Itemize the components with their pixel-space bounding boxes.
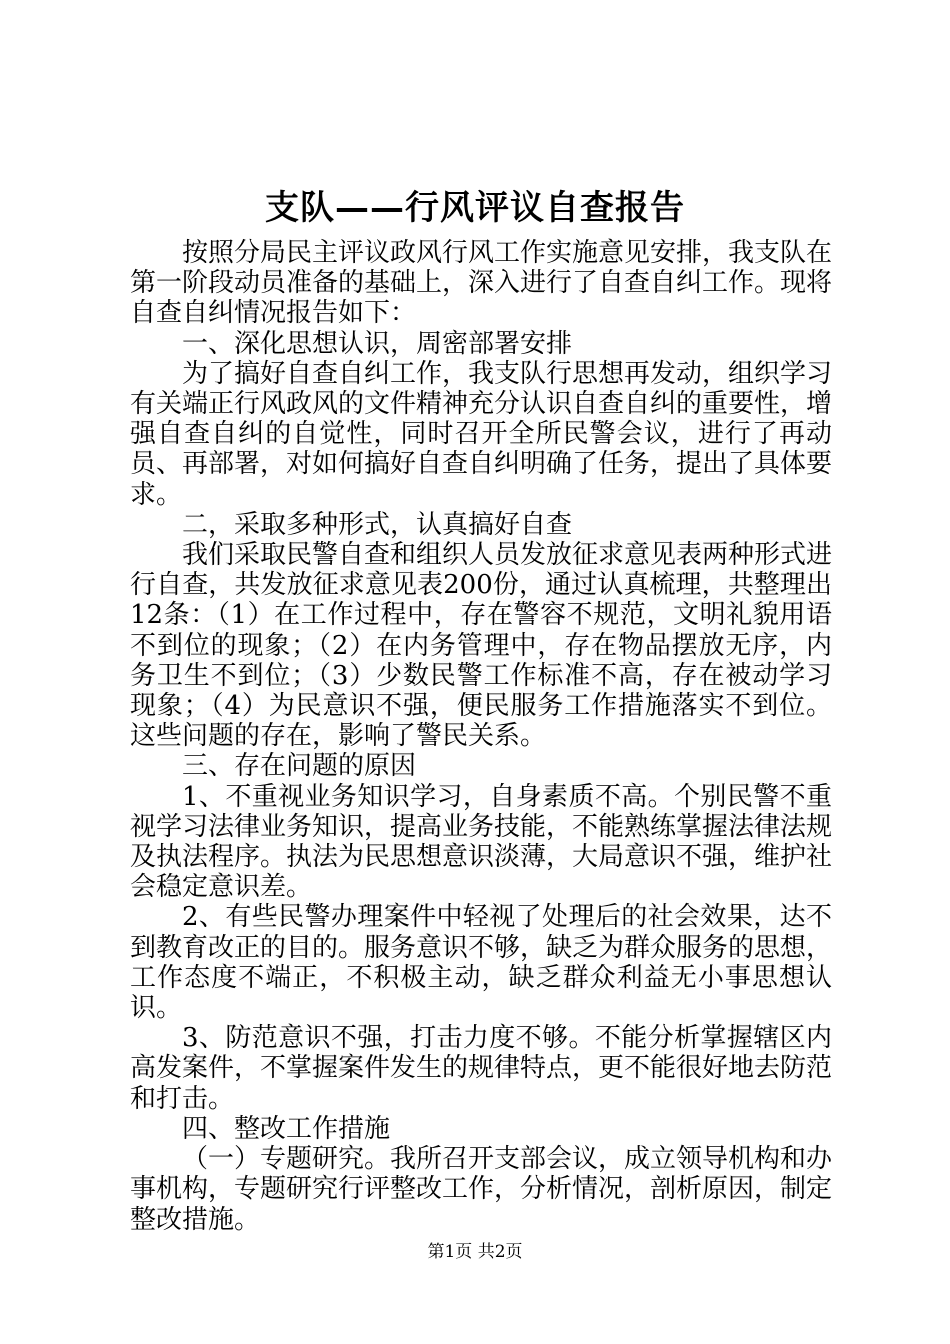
section-heading-4: 四、整改工作措施 <box>182 1113 391 1144</box>
paragraph: 1、不重视业务知识学习，自身素质不高。个别民警不重视学习法律业务知识，提高业务技能，不能熟练掌握法律法规及执法程序。执法为民思想意识淡薄，大局意识不强，维护社会稳定意识差。 <box>130 781 833 903</box>
page-number: 第1页 共2页 <box>427 1242 523 1262</box>
section-heading-1: 一、深化思想认识，周密部署安排 <box>182 328 573 359</box>
paragraph: 2、有些民警办理案件中轻视了处理后的社会效果，达不到教育改正的目的。服务意识不够，缺乏为群众服务的思想，工作态度不端正，不积极主动，缺乏群众利益无小事思想认识。 <box>130 902 833 1024</box>
paragraph: 3、防范意识不强，打击力度不够。不能分析掌握辖区内高发案件，不掌握案件发生的规律特点，更不能很好地去防范和打击。 <box>130 1023 833 1114</box>
paragraph-intro: 按照分局民主评议政风行风工作实施意见安排，我支队在第一阶段动员准备的基础上，深入进行了自查自纠工作。现将自查自纠情况报告如下： <box>130 238 833 329</box>
paragraph: 我们采取民警自查和组织人员发放征求意见表两种形式进行自查，共发放征求意见表200份，通过认真梳理，共整理出12条：（1）在工作过程中，存在警容不规范，文明礼貌用语不到位的现象；（2）在内务管理中，存在物品摆放无序，内务卫生不到位；（3）少数民警工作标准不高，存在被动学习现象；（4）为民意识不强，便民服务工作措施落实不到位。这些问题的存在，影响了警民关系。 <box>130 540 833 752</box>
section-heading-3: 三、存在问题的原因 <box>182 751 417 782</box>
paragraph: （一）专题研究。我所召开支部会议，成立领导机构和办事机构，专题研究行评整改工作，分析情况，剖析原因，制定整改措施。 <box>130 1144 833 1235</box>
paragraph: 为了搞好自查自纠工作，我支队行思想再发动，组织学习有关端正行风政风的文件精神充分认识自查自纠的重要性，增强自查自纠的自觉性，同时召开全所民警会议，进行了再动员、再部署，对如何搞好自查自纠明确了任务，提出了具体要求。 <box>130 358 833 510</box>
section-heading-2: 二，采取多种形式，认真搞好自查 <box>182 509 573 540</box>
document-title: 支队——行风评议自查报告 <box>265 188 685 228</box>
document-body <box>130 238 832 1235</box>
